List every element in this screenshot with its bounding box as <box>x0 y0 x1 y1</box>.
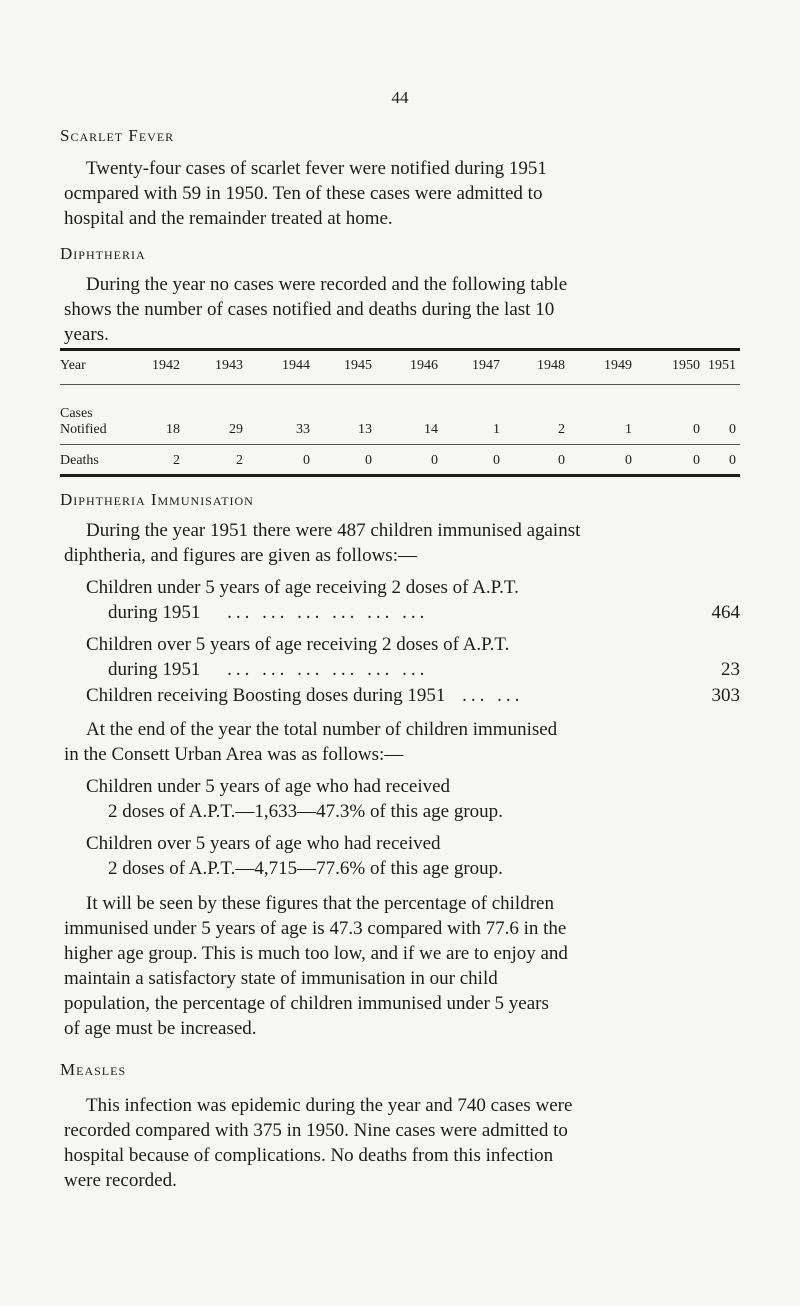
deaths-cell: 0 <box>493 453 500 468</box>
conclusion-line: of age must be increased. <box>64 1018 257 1039</box>
cases-cell: 0 <box>729 422 736 437</box>
measles-line: hospital because of complications. No deaths from this infection <box>64 1145 554 1166</box>
deaths-cell: 0 <box>729 453 736 468</box>
item-text: Children receiving Boosting doses during 1951 <box>86 685 446 706</box>
deaths-label: Deaths <box>60 453 99 468</box>
year-cell: 1943 <box>215 358 243 373</box>
conclusion-line: population, the percentage of children immunised under 5 years <box>64 993 549 1014</box>
immunisation-intro: During the year 1951 there were 487 children immunised against <box>86 520 581 541</box>
immunisation-value: 464 <box>711 602 740 623</box>
year-cell: 1946 <box>410 358 438 373</box>
conclusion-line: maintain a satisfactory state of immunisation in our child <box>64 968 498 989</box>
measles-heading: Measles <box>60 1060 127 1079</box>
immunisation-item: Children under 5 years of age receiving 2 doses of A.P.T. <box>86 577 519 598</box>
diphtheria-heading: Diphtheria <box>60 244 146 263</box>
deaths-cell: 0 <box>365 453 372 468</box>
deaths-cell: 0 <box>431 453 438 468</box>
year-cell: 1944 <box>282 358 310 373</box>
leader-dots: ... ... ... ... ... ... <box>227 659 429 680</box>
page-number: 44 <box>391 88 409 107</box>
cases-cell: 14 <box>424 422 438 437</box>
cases-label: Notified <box>60 422 107 437</box>
cases-label: Cases <box>60 406 93 421</box>
cases-cell: 2 <box>558 422 565 437</box>
year-label: Year <box>60 358 86 373</box>
table-header-rule <box>60 384 740 385</box>
cases-cell: 18 <box>166 422 180 437</box>
conclusion-line: immunised under 5 years of age is 47.3 compared with 77.6 in the <box>64 918 567 939</box>
item-text: during 1951 <box>108 659 201 680</box>
immunisation-group: Children under 5 years of age who had received <box>86 776 451 797</box>
measles-line: This infection was epidemic during the year and 740 cases were <box>86 1095 573 1116</box>
diphtheria-line: years. <box>64 324 109 345</box>
cases-cell: 0 <box>693 422 700 437</box>
year-cell: 1945 <box>344 358 372 373</box>
scarlet-fever-line: hospital and the remainder treated at home. <box>64 208 393 229</box>
immunisation-intro: diphtheria, and figures are given as follows:— <box>64 545 417 566</box>
immunisation-value: 303 <box>711 685 740 706</box>
deaths-cell: 2 <box>173 453 180 468</box>
immunisation-heading: Diphtheria Immunisation <box>60 490 254 509</box>
immunisation-total: At the end of the year the total number of children immunised <box>86 719 558 740</box>
deaths-cell: 0 <box>625 453 632 468</box>
cases-cell: 13 <box>358 422 372 437</box>
table-row-rule <box>60 444 740 445</box>
deaths-cell: 2 <box>236 453 243 468</box>
diphtheria-line: shows the number of cases notified and deaths during the last 10 <box>64 299 555 320</box>
scarlet-fever-line: ocmpared with 59 in 1950. Ten of these cases were admitted to <box>64 183 543 204</box>
immunisation-group: 2 doses of A.P.T.—1,633—47.3% of this age group. <box>108 801 503 822</box>
year-cell: 1948 <box>537 358 565 373</box>
table-bottom-rule <box>60 474 740 477</box>
immunisation-group: 2 doses of A.P.T.—4,715—77.6% of this age group. <box>108 858 503 879</box>
immunisation-item: Children over 5 years of age receiving 2 doses of A.P.T. <box>86 634 510 655</box>
deaths-cell: 0 <box>693 453 700 468</box>
immunisation-item <box>108 602 428 624</box>
immunisation-group: Children over 5 years of age who had received <box>86 833 441 854</box>
scarlet-fever-heading: Scarlet Fever <box>60 126 175 145</box>
immunisation-item <box>86 685 523 707</box>
conclusion-line: It will be seen by these figures that the percentage of children <box>86 893 554 914</box>
immunisation-item <box>108 659 428 681</box>
year-cell: 1942 <box>152 358 180 373</box>
deaths-cell: 0 <box>558 453 565 468</box>
deaths-cell: 0 <box>303 453 310 468</box>
cases-cell: 33 <box>296 422 310 437</box>
year-cell: 1951 <box>708 358 736 373</box>
table-top-rule <box>60 348 740 351</box>
leader-dots: ... ... <box>462 685 524 706</box>
measles-line: recorded compared with 375 in 1950. Nine cases were admitted to <box>64 1120 568 1141</box>
scarlet-fever-line: Twenty-four cases of scarlet fever were notified during 1951 <box>86 158 547 179</box>
year-cell: 1949 <box>604 358 632 373</box>
diphtheria-line: During the year no cases were recorded and the following table <box>86 274 568 295</box>
measles-line: were recorded. <box>64 1170 177 1191</box>
conclusion-line: higher age group. This is much too low, and if we are to enjoy and <box>64 943 568 964</box>
diphtheria-table <box>60 348 740 478</box>
cases-cell: 1 <box>625 422 632 437</box>
cases-cell: 1 <box>493 422 500 437</box>
year-cell: 1950 <box>672 358 700 373</box>
item-text: during 1951 <box>108 602 201 623</box>
immunisation-value: 23 <box>721 659 740 680</box>
immunisation-total: in the Consett Urban Area was as follows:— <box>64 744 404 765</box>
cases-cell: 29 <box>229 422 243 437</box>
leader-dots: ... ... ... ... ... ... <box>227 602 429 623</box>
year-cell: 1947 <box>472 358 500 373</box>
